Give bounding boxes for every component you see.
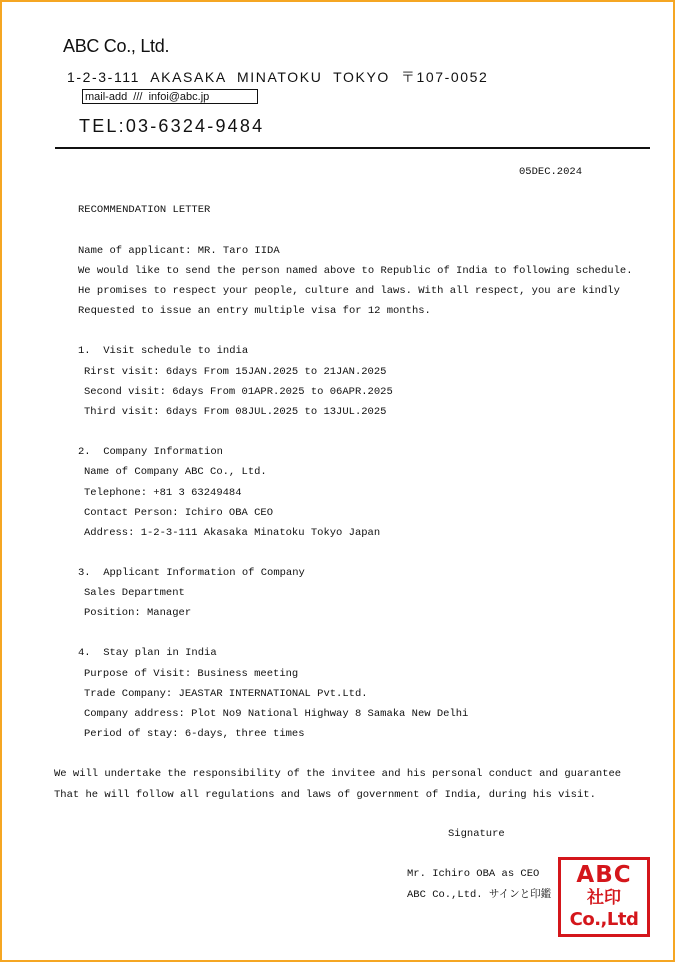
applicant-info-line: Sales Department: [84, 587, 185, 599]
stay-plan-line: Trade Company: JEASTAR INTERNATIONAL Pvt.Ltd.: [84, 688, 368, 700]
visit-line: Rirst visit: 6days From 15JAN.2025 to 21JAN.2025: [84, 366, 387, 378]
signer-name: Mr. Ichiro OBA as CEO: [407, 868, 540, 880]
intro-line: He promises to respect your people, culture and laws. With all respect, you are kindly: [78, 285, 620, 297]
company-info-line: Name of Company ABC Co., Ltd.: [84, 466, 267, 478]
company-address: 1-2-3-111 AKASAKA MINATOKU TOKYO 〒107-0052: [67, 69, 489, 85]
closing-line: We will undertake the responsibility of the invitee and his personal conduct and guarantee: [54, 768, 622, 780]
closing-line: That he will follow all regulations and laws of government of India, during his visit.: [54, 789, 596, 801]
intro-line: We would like to send the person named above to Republic of India to following schedule.: [78, 265, 633, 277]
section-heading-company-info: 2. Company Information: [78, 446, 223, 458]
letter-title: RECOMMENDATION LETTER: [78, 204, 211, 216]
stay-plan-line: Company address: Plot No9 National Highway 8 Samaka New Delhi: [84, 708, 469, 720]
visit-line: Third visit: 6days From 08JUL.2025 to 13JUL.2025: [84, 406, 387, 418]
stay-plan-line: Period of stay: 6-days, three times: [84, 728, 305, 740]
section-heading-applicant-info: 3. Applicant Information of Company: [78, 567, 305, 579]
visit-line: Second visit: 6days From 01APR.2025 to 06APR.2025: [84, 386, 393, 398]
stamp-line-seal: 社印: [587, 888, 621, 908]
applicant-name-line: Name of applicant: MR. Taro IIDA: [78, 245, 280, 257]
mail-address-box: mail-add /// infoi@abc.jp: [82, 89, 258, 104]
company-seal-stamp: [558, 857, 650, 937]
letter-date: 05DEC.2024: [519, 166, 583, 178]
telephone-number: TEL:03-6324-9484: [79, 116, 265, 136]
intro-line: Requested to issue an entry multiple visa for 12 months.: [78, 305, 431, 317]
company-name: ABC Co., Ltd.: [63, 36, 170, 56]
signer-company: ABC Co.,Ltd. サインと印鑑: [407, 889, 552, 901]
company-info-line: Address: 1-2-3-111 Akasaka Minatoku Tokyo Japan: [84, 527, 381, 539]
section-heading-visit-schedule: 1. Visit schedule to india: [78, 345, 249, 357]
stamp-line-coltd: Co.,Ltd: [569, 909, 639, 930]
company-info-line: Telephone: +81 3 63249484: [84, 487, 242, 499]
applicant-info-line: Position: Manager: [84, 607, 192, 619]
section-heading-stay-plan: 4. Stay plan in India: [78, 647, 217, 659]
signature-label: Signature: [448, 828, 505, 840]
header-divider: [55, 147, 650, 149]
company-info-line: Contact Person: Ichiro OBA CEO: [84, 507, 274, 519]
stamp-line-abc: ABC: [576, 862, 632, 888]
stay-plan-line: Purpose of Visit: Business meeting: [84, 668, 299, 680]
